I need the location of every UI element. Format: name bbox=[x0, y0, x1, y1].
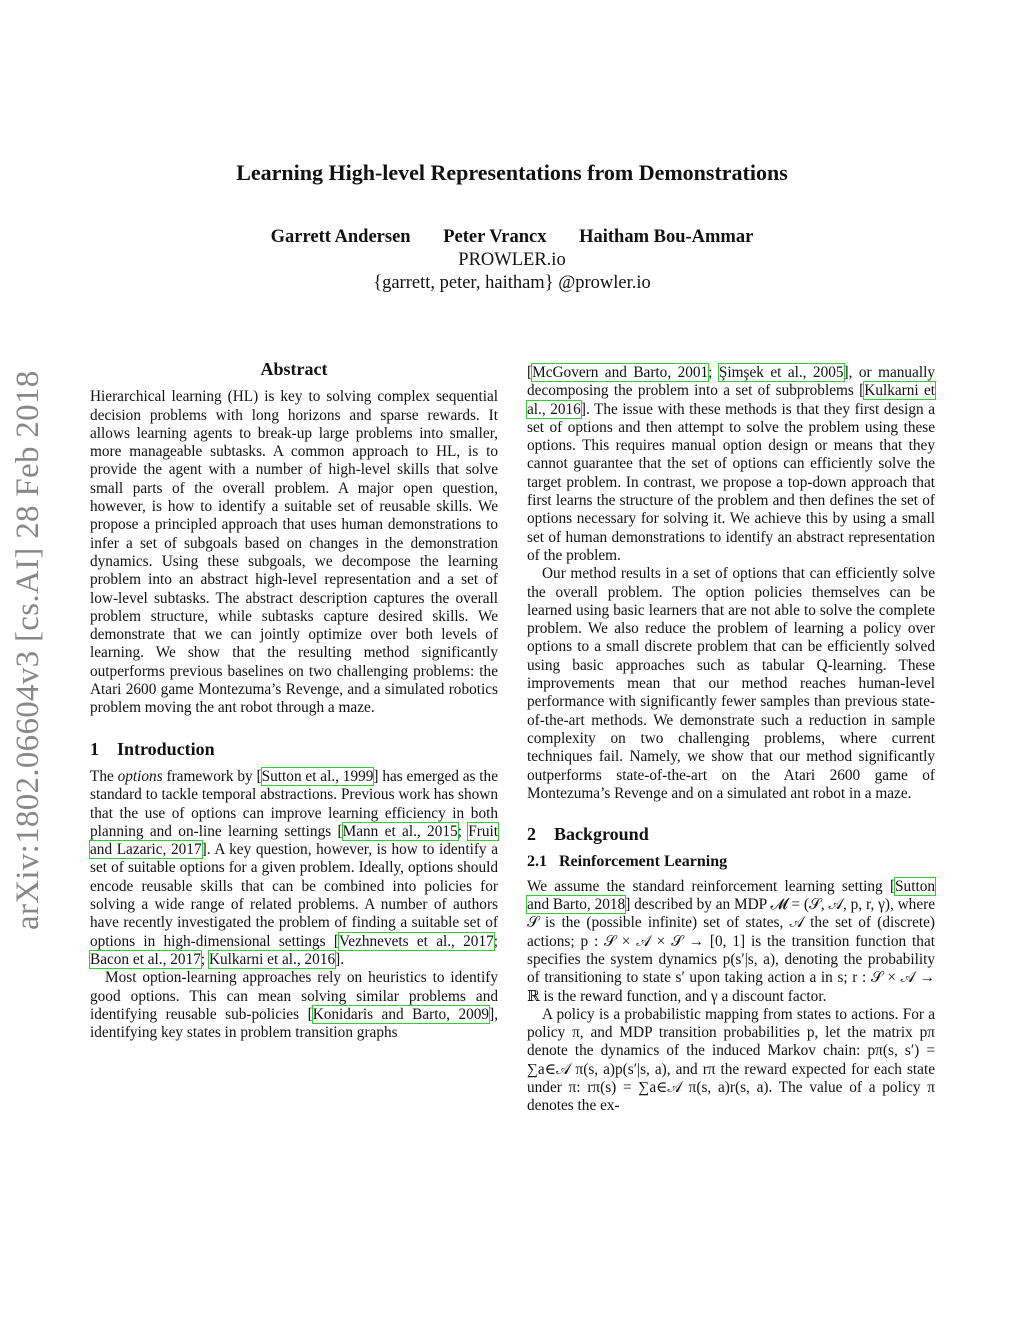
section-heading-background bbox=[527, 825, 935, 843]
left-column bbox=[90, 360, 498, 1042]
intro-paragraph-1: The options framework by [Sutton et al., 1999] has emerged as the standard to tackle temporal abstractions. Previous work has shown that the use of options can improve learning efficiency in both planning and on-line learning settings [Mann et al., 2015; Fruit and Lazaric, 2017]. A key question, however, is how to identify a set of suitable options for a given problem. Ideally, options should encode reusable skills that can be combined into policies for solving a wide range of related problems. A number of authors have recently investigated the problem of finding a suitable set of options in high-dimensional settings [Vezhnevets et al., 2017; Bacon et al., 2017; Kulkarni et al., 2016]. bbox=[90, 767, 498, 968]
text-run: , or manually decomposing the problem into a set of subproblems bbox=[527, 364, 935, 400]
citation-link[interactable]: McGovern and Barto, 2001 bbox=[532, 364, 709, 381]
abstract-text: Hierarchical learning (HL) is key to solving complex sequential decision problems with long horizons and sparse rewards. It allows learning agents to break-up large problems into smaller, more manageable subtasks. A common approach to HL, is to provide the agent with a number of high-level skills that solve small parts of the overall problem. A major open question, however, is how to identify a suitable set of reusable skills. We propose a principled approach that uses human demonstrations to infer a set of subgoals based on changes in the demonstration dynamics. Using these subgoals, we decompose the learning problem into an abstract high-level representation and a set of low-level subtasks. The abstract description captures the overall problem structure, while subtasks capture desired skills. We demonstrate that we can jointly optimize over both levels of learning. We show that the resulting method significantly outperforms previous baselines on two challenging problems: the Atari 2600 game Montezuma’s Revenge, and a simulated robotics problem moving the ant robot through a maze. bbox=[90, 388, 498, 717]
text-run-italic: options bbox=[117, 767, 163, 785]
text-run: We assume the standard reinforcement learning setting bbox=[527, 877, 890, 895]
citation-link[interactable]: Bacon et al., 2017 bbox=[90, 950, 201, 968]
background-paragraph-1: We assume the standard reinforcement learning setting [Sutton and Barto, 2018] described by an MDP 𝓜 = (𝒮, 𝒜, p, r, γ), where 𝒮 is the (possible infinite) set of states, 𝒜 the set of (discrete) actions; p : 𝒮 × 𝒜 × 𝒮 → [0, 1] is the transition function that specifies the system dynamics p(s′|s, a), denoting the probability of transitioning to state s′ upon taking action a in s; r : 𝒮 × 𝒜 → ℝ is the reward function, and γ a discount factor. bbox=[527, 877, 935, 1005]
citation-link[interactable]: Kulkarni et al., 2016 bbox=[208, 950, 336, 968]
text-run: has emerged as the standard to tackle temporal abstractions. Previous work has shown that the use of options can improve learning efficiency in both planning and on-line learning settings bbox=[90, 767, 498, 840]
text-run: . A key question, however, is how to identify a set of suitable options for a given problem. Ideally, options should encode reusable skills that can be combined into policies for solving a wide range of related problems. A number of authors have recently investigated the problem of finding a suitable set of options in high-dimensional settings bbox=[90, 841, 498, 950]
citation-link[interactable]: Fruit and Lazaric, 2017 bbox=[90, 822, 498, 859]
intro-paragraph-2: Most option-learning approaches rely on heuristics to identify good options. This can mean solving similar problems and identifying reusable sub-policies [Konidaris and Barto, 2009], identifying key states in problem transition graphs bbox=[90, 969, 499, 1042]
subsection-heading-rl bbox=[527, 853, 935, 871]
intro-paragraph-3: Our method results in a set of options that can efficiently solve the overall problem. The option policies themselves can be learned using basic learners that are not able to solve the complete problem. We also reduce the problem of learning a policy over options to a small discrete problem that can be efficiently solved using basic approaches such as tabular Q-learning. These improvements mean that our method reaches human-level performance with significantly fewer samples than previous state-of-the-art methods. We demonstrate such a reduction in sample complexity on two challenging problems, where current techniques fail. Namely, we show that our method significantly outperforms state-of-the-art on the Atari 2600 game of Montezuma’s Revenge and on a simulated ant robot in a maze. bbox=[527, 565, 935, 802]
affiliation: PROWLER.io bbox=[458, 250, 566, 270]
citation-link[interactable]: Konidaris and Barto, 2009 bbox=[312, 1005, 490, 1023]
citation-link[interactable]: Kulkarni et al., 2016 bbox=[527, 382, 935, 418]
author-names bbox=[0, 226, 1024, 249]
citation-link[interactable]: Sutton et al., 1999 bbox=[261, 767, 374, 785]
text-run: The bbox=[90, 767, 118, 785]
section-number: 2 bbox=[527, 824, 536, 845]
right-column bbox=[527, 364, 935, 1116]
text-run: , identifying key states in problem transition graphs bbox=[90, 1005, 499, 1042]
abstract-heading: Abstract bbox=[260, 359, 328, 379]
section-number: 1 bbox=[90, 738, 99, 759]
arxiv-identifier: arXiv:1802.06604v3 [cs.AI] 28 Feb 2018 bbox=[10, 370, 46, 930]
subsection-title: Reinforcement Learning bbox=[559, 853, 728, 871]
citation-link[interactable]: Vezhnevets et al., 2017 bbox=[338, 932, 494, 950]
text-run: described by an MDP 𝓜 = (𝒮, 𝒜, p, r, γ), where 𝒮 is the (possible infinite) set of states, 𝒜 the set of (discrete) actions; p : 𝒮 × 𝒜 × 𝒮 → [0, 1] is the transition function that specifies the system dynamics p(s′|s, a), denoting the probability of transitioning to state s′ upon taking action a in s; r : 𝒮 × 𝒜 → ℝ is the reward function, and γ a discount factor. bbox=[527, 896, 935, 1005]
section-title: Background bbox=[554, 824, 649, 845]
paper-title: Learning High-level Representations from Demonstrations bbox=[236, 160, 788, 185]
section-heading-introduction bbox=[90, 740, 498, 758]
authors-block bbox=[0, 226, 1024, 295]
background-paragraph-2: A policy is a probabilistic mapping from states to actions. For a policy π, and MDP transition probabilities p, let the matrix pπ denote the dynamics of the induced Markov chain: pπ(s, s′) = ∑a∈𝒜 π(s, a)p(s′|s, a), and rπ the reward expected for each state under π: rπ(s) = ∑a∈𝒜 π(s, a)r(s, a). The value of a policy π denotes the ex- bbox=[527, 1005, 935, 1115]
citation-link[interactable]: Sutton and Barto, 2018 bbox=[527, 877, 935, 914]
author-name: Peter Vrancx bbox=[443, 227, 547, 247]
text-run: Most option-learning approaches rely on heuristics to identify good options. This can mean solving similar problems and identifying reusable sub-policies bbox=[90, 969, 498, 1023]
text-run: . bbox=[340, 950, 345, 968]
section-title: Introduction bbox=[117, 738, 215, 759]
author-name: Garrett Andersen bbox=[270, 227, 411, 247]
intro-paragraph-continued: [McGovern and Barto, 2001; Şimşek et al., 2005], or manually decomposing the problem into a set of subproblems [Kulkarni et al., 2016]. The issue with these methods is that they first design a set of options and then attempt to solve the problem using these options. This requires manual option design or means that they cannot guarantee that the set of options can efficiently solve the target problem. In contrast, we propose a top-down approach that first learns the structure of the problem and then defines the set of options necessary for solving it. We achieve this by using a small set of human demonstrations to identify an abstract representation of the problem. bbox=[527, 364, 936, 564]
text-run: framework by bbox=[162, 767, 257, 785]
citation-link[interactable]: Şimşek et al., 2005 bbox=[718, 364, 844, 381]
text-run: . The issue with these methods is that they first design a set of options and then attempt to solve the problem using these options. This requires manual option design or means that they cannot guarantee that the set of options can efficiently solve the target problem. In contrast, we propose a top-down approach that first learns the structure of the problem and then defines the set of options necessary for solving it. We achieve this by using a small set of human demonstrations to identify an abstract representation of the problem. bbox=[527, 400, 936, 564]
citation-link[interactable]: Mann et al., 2015 bbox=[342, 822, 458, 840]
author-email: {garrett, peter, haitham} @prowler.io bbox=[373, 273, 651, 293]
subsection-number: 2.1 bbox=[527, 853, 547, 871]
author-name: Haitham Bou-Ammar bbox=[579, 227, 754, 247]
